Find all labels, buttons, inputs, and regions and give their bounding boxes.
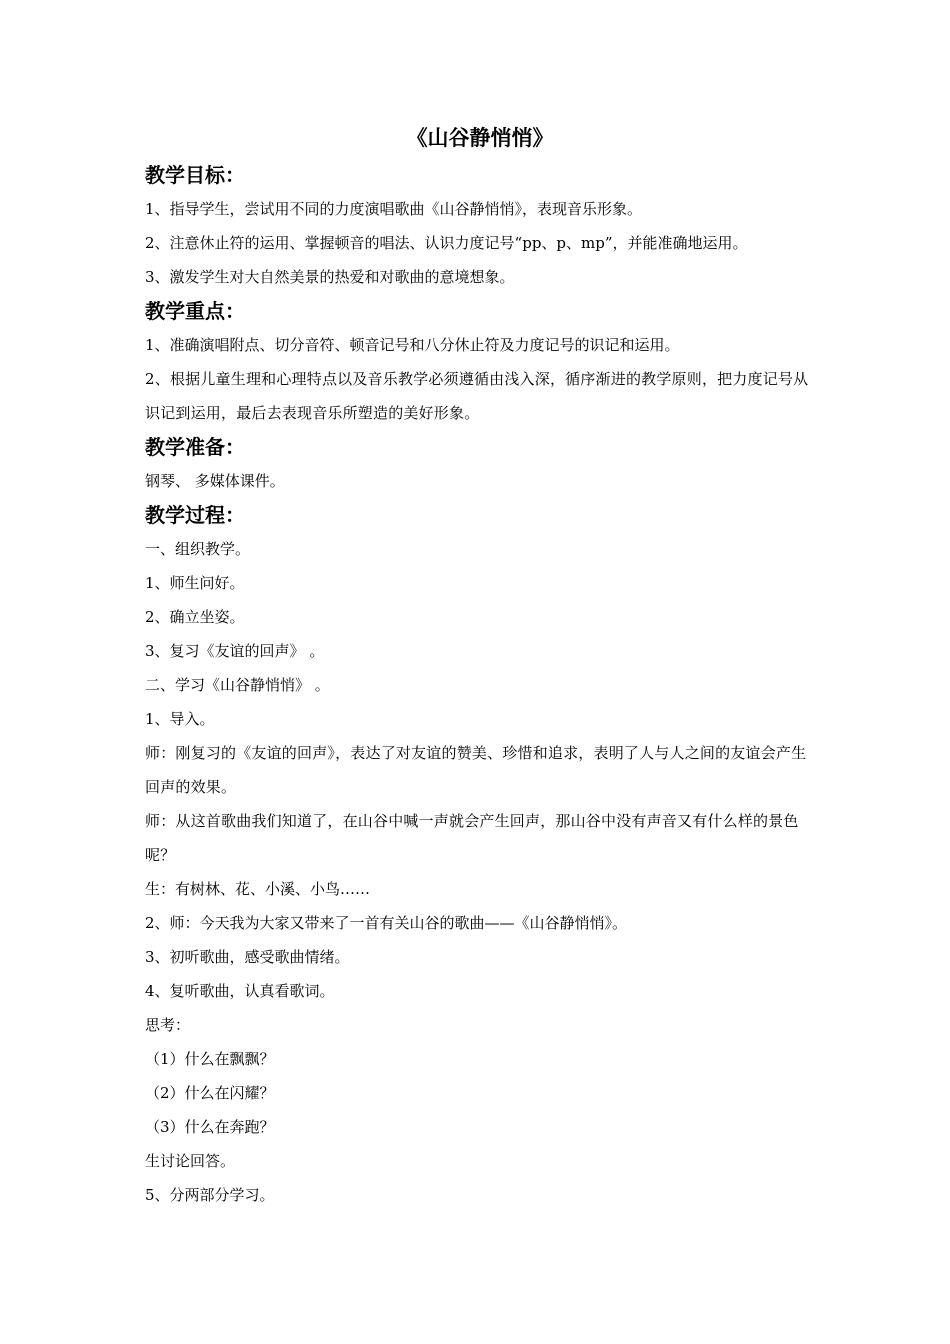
question-item: （2）什么在闪耀？	[145, 1084, 275, 1102]
process-line: 5、分两部分学习。	[145, 1186, 275, 1204]
key-point-item: 1、准确演唱附点、切分音符、顿音记号和八分休止符及力度记号的识记和运用。	[145, 336, 680, 354]
process-line: 思考：	[145, 1016, 191, 1034]
process-line: 3、复习《友谊的回声》 。	[145, 642, 325, 660]
objective-item: 2、注意休止符的运用、掌握顿音的唱法、认识力度记号“pp、p、mp”，并能准确地运用。	[145, 234, 748, 252]
process-heading: 教学过程：	[145, 503, 245, 527]
process-line: 一、组织教学。	[145, 540, 251, 558]
key-points-heading: 教学重点：	[145, 299, 245, 323]
process-line: 3、初听歌曲，感受歌曲情绪。	[145, 948, 350, 966]
preparation-text: 钢琴、 多媒体课件。	[145, 472, 285, 490]
process-line: 2、确立坐姿。	[145, 608, 245, 626]
process-line: 1、师生问好。	[145, 574, 245, 592]
objectives-heading: 教学目标：	[145, 163, 245, 187]
process-line: 二、学习《山谷静悄悄》 。	[145, 676, 330, 694]
document-title: 《山谷静悄悄》	[406, 126, 554, 150]
preparation-heading: 教学准备：	[145, 435, 245, 459]
process-line: 2、师：今天我为大家又带来了一首有关山谷的歌曲——《山谷静悄悄》。	[145, 914, 628, 932]
objective-item: 3、激发学生对大自然美景的热爱和对歌曲的意境想象。	[145, 268, 515, 286]
question-item: （1）什么在飘飘？	[145, 1050, 275, 1068]
process-line: 师：刚复习的《友谊的回声》，表达了对友谊的赞美、珍惜和追求，表明了人与人之间的友谊会产生回声的效果。	[145, 744, 807, 796]
process-line: 师：从这首歌曲我们知道了，在山谷中喊一声就会产生回声，那山谷中没有声音又有什么样的景色呢？	[145, 812, 799, 864]
process-line: 生讨论回答。	[145, 1152, 236, 1170]
document-page	[145, 118, 815, 1212]
question-item: （3）什么在奔跑？	[145, 1118, 275, 1136]
process-line: 1、导入。	[145, 710, 215, 728]
objective-item: 1、指导学生，尝试用不同的力度演唱歌曲《山谷静悄悄》，表现音乐形象。	[145, 200, 643, 218]
key-point-item: 2、根据儿童生理和心理特点以及音乐教学必须遵循由浅入深，循序渐进的教学原则，把力度记号从识记到运用，最后去表现音乐所塑造的美好形象。	[145, 370, 809, 422]
process-line: 4、复听歌曲，认真看歌词。	[145, 982, 335, 1000]
process-line: 生：有树林、花、小溪、小鸟……	[145, 880, 371, 898]
